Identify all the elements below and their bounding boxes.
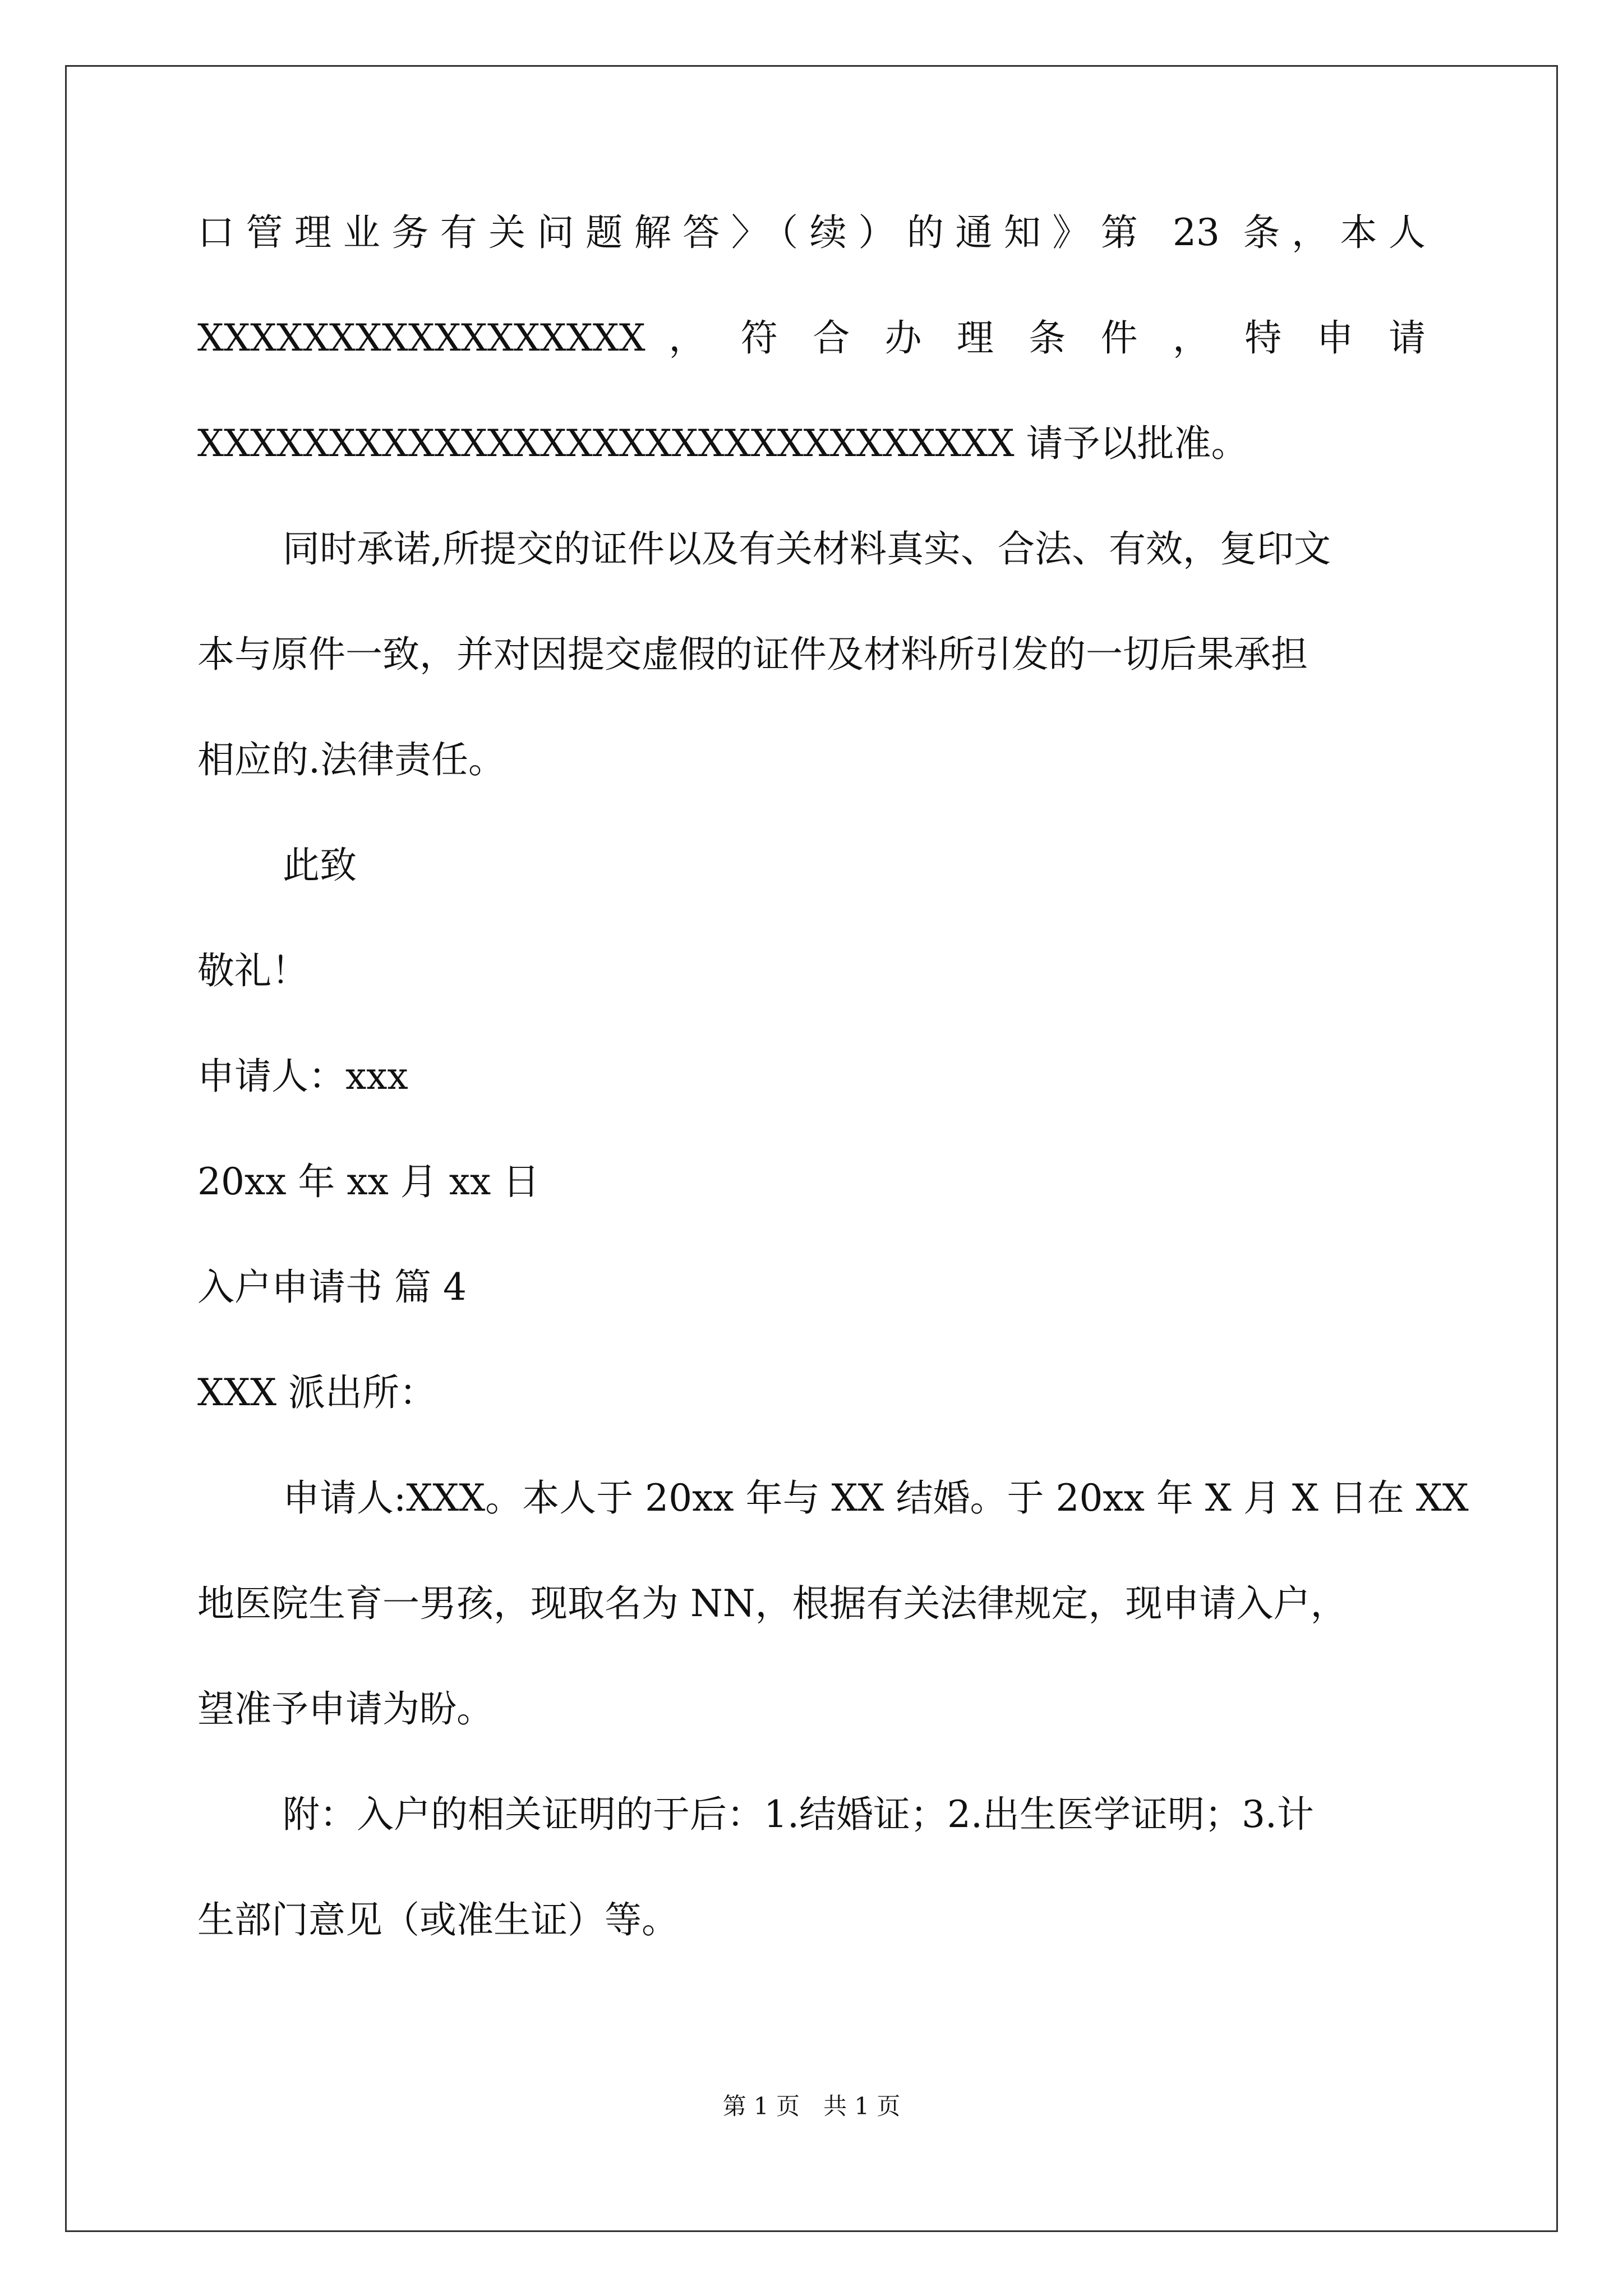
text-line: 本与原件一致，并对因提交虚假的证件及材料所引发的一切后果承担 xyxy=(197,633,1308,676)
paragraph-line: 同时承诺,所提交的证件以及有关材料真实、合法、有效，复印文 xyxy=(283,527,1331,570)
paragraph-line: 附：入户的相关证明的于后：1.结婚证；2.出生医学证明；3.计 xyxy=(283,1793,1314,1836)
text-line: 相应的.法律责任。 xyxy=(197,738,505,781)
text-line: 口管理业务有关问题解答〉（续）的通知》第 23 条，本人 xyxy=(197,211,1426,254)
closing-line: 此致 xyxy=(283,844,357,887)
text-line: XXXXXXXXXXXXXXXXXXXXXXXXXXXXXXX 请予以批准。 xyxy=(197,422,1248,465)
salutation-line: 敬礼！ xyxy=(197,949,308,992)
page-footer: 第 1 页 共 1 页 xyxy=(722,2092,901,2120)
text-line: 地医院生育一男孩，现取名为 NN，根据有关法律规定，现申请入户， xyxy=(197,1582,1348,1625)
section-title: 入户申请书 篇 4 xyxy=(197,1266,467,1309)
applicant-line: 申请人：xxx xyxy=(197,1055,408,1098)
date-line: 20xx 年 xx 月 xx 日 xyxy=(197,1160,540,1203)
text-line: 生部门意见（或准生证）等。 xyxy=(197,1898,679,1941)
text-line: XXXXXXXXXXXXXXXXX ， 符 合 办 理 条 件 ， 特 申 请 xyxy=(197,316,1426,360)
recipient-line: XXX 派出所： xyxy=(197,1371,436,1414)
paragraph-line: 申请人:XXX。本人于 20xx 年与 XX 结婚。于 20xx 年 X 月 X 日在 XX xyxy=(283,1476,1469,1520)
text-line: 望准予申请为盼。 xyxy=(197,1687,494,1731)
